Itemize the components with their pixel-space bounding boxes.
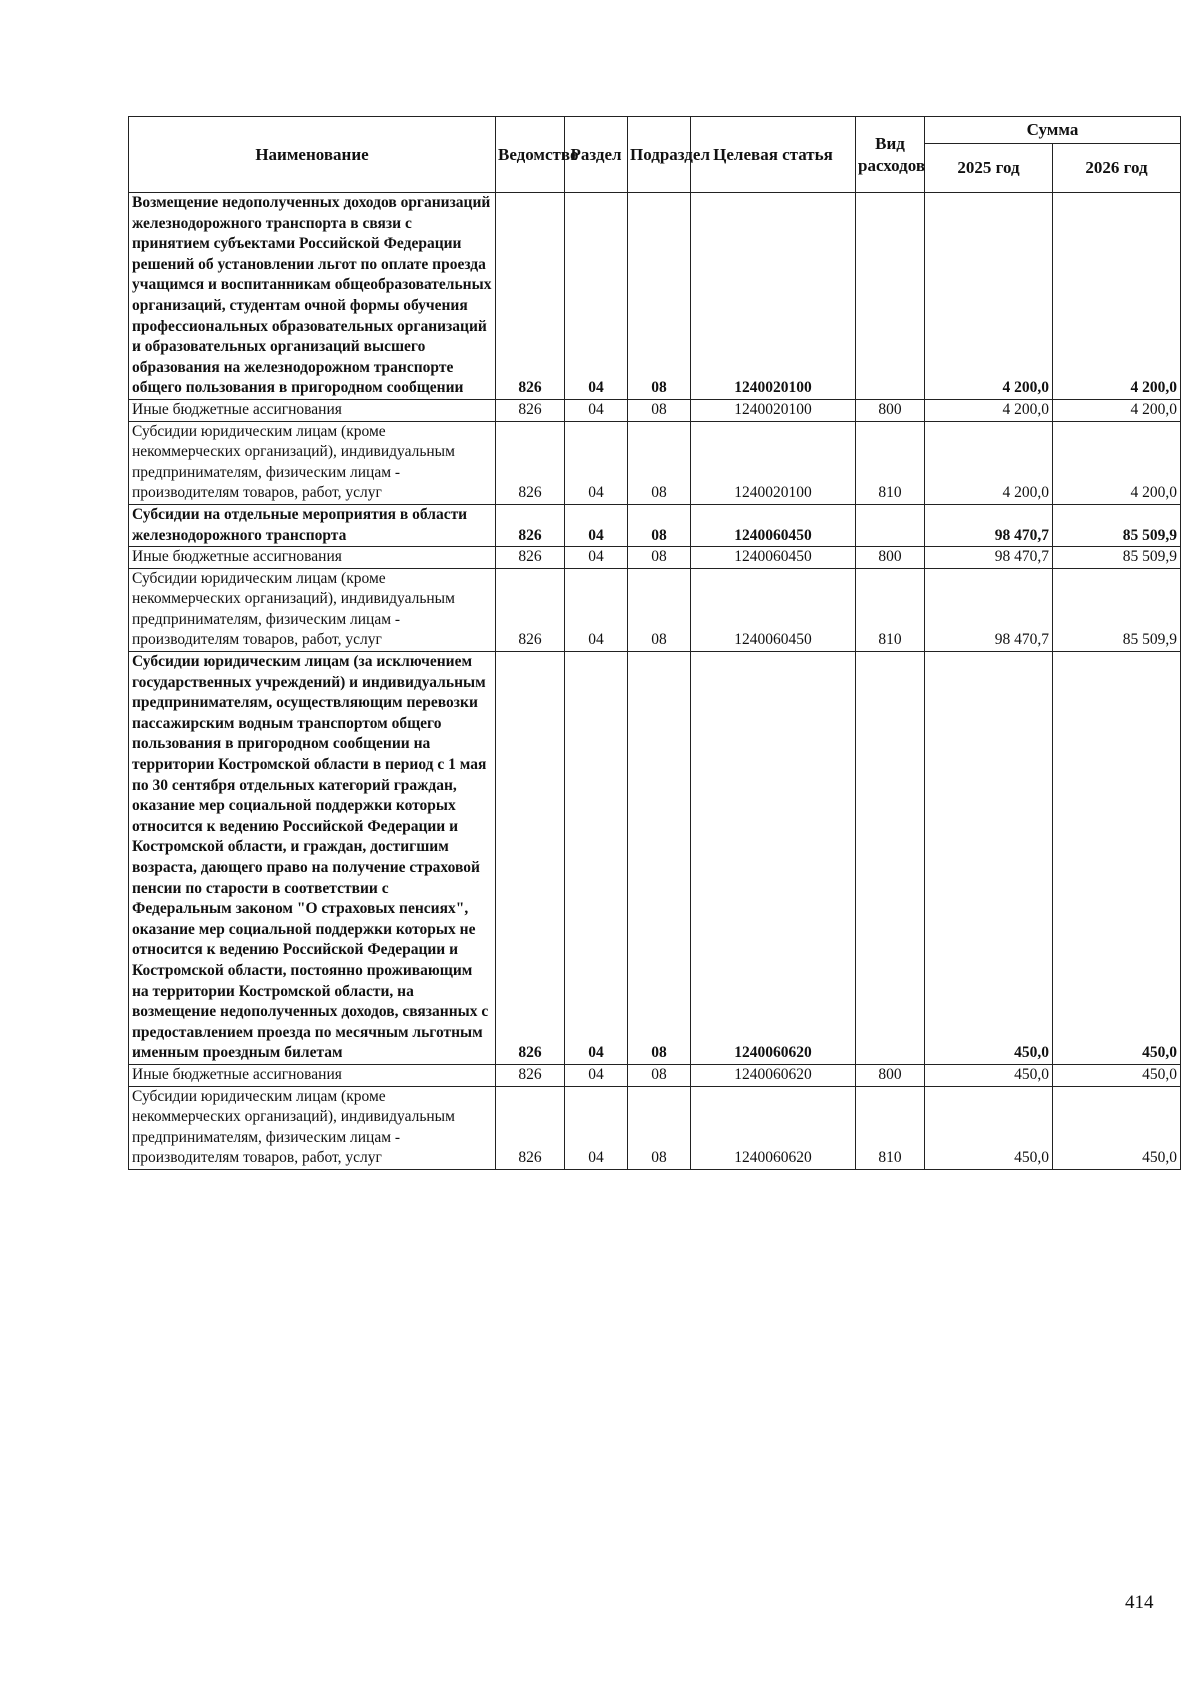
header-year-2025: 2025 год [925,144,1053,193]
row-podrazdel: 08 [628,504,691,546]
header-vid-rashodov: Вид расходов [856,117,925,193]
row-vid-rashodov: 800 [856,399,925,421]
row-sum-2026: 450,0 [1053,652,1181,1065]
row-podrazdel: 08 [628,652,691,1065]
row-razdel: 04 [565,193,628,400]
row-name: Субсидии на отдельные мероприятия в области железнодорожного транспорта [129,504,496,546]
row-name: Иные бюджетные ассигнования [129,399,496,421]
row-razdel: 04 [565,652,628,1065]
row-celevaya-statya: 1240060450 [691,547,856,569]
budget-table [128,116,1181,1170]
row-sum-2025: 98 470,7 [925,504,1053,546]
row-celevaya-statya: 1240060450 [691,504,856,546]
row-celevaya-statya: 1240060450 [691,568,856,651]
row-sum-2025: 4 200,0 [925,193,1053,400]
table-row [129,652,1181,1065]
row-vid-rashodov: 810 [856,568,925,651]
row-sum-2025: 4 200,0 [925,421,1053,504]
row-razdel: 04 [565,1064,628,1086]
row-vedomstvo: 826 [496,193,565,400]
row-sum-2026: 4 200,0 [1053,399,1181,421]
row-celevaya-statya: 1240020100 [691,421,856,504]
row-celevaya-statya: 1240060620 [691,1086,856,1169]
row-sum-2025: 98 470,7 [925,568,1053,651]
row-razdel: 04 [565,504,628,546]
row-celevaya-statya: 1240060620 [691,1064,856,1086]
table-row [129,504,1181,546]
header-vedomstvo: Ведомство [496,117,565,193]
row-sum-2026: 4 200,0 [1053,421,1181,504]
row-vedomstvo: 826 [496,399,565,421]
row-sum-2025: 450,0 [925,1086,1053,1169]
table-row [129,193,1181,400]
row-name: Иные бюджетные ассигнования [129,1064,496,1086]
row-vid-rashodov: 810 [856,421,925,504]
row-vedomstvo: 826 [496,504,565,546]
row-razdel: 04 [565,1086,628,1169]
table-row [129,547,1181,569]
header-year-2026: 2026 год [1053,144,1181,193]
row-podrazdel: 08 [628,547,691,569]
row-name: Субсидии юридическим лицам (кроме некоммерческих организаций), индивидуальным предпринимателям, физическим лицам - производителям товаров, работ, услуг [129,568,496,651]
row-vid-rashodov: 800 [856,547,925,569]
table-row [129,568,1181,651]
row-sum-2026: 450,0 [1053,1086,1181,1169]
page-number: 414 [1125,1592,1154,1613]
row-razdel: 04 [565,547,628,569]
row-podrazdel: 08 [628,1086,691,1169]
row-razdel: 04 [565,421,628,504]
row-sum-2025: 4 200,0 [925,399,1053,421]
row-razdel: 04 [565,568,628,651]
row-sum-2026: 85 509,9 [1053,504,1181,546]
row-podrazdel: 08 [628,1064,691,1086]
row-vid-rashodov: 810 [856,1086,925,1169]
table-row [129,1086,1181,1169]
row-vedomstvo: 826 [496,1086,565,1169]
row-razdel: 04 [565,399,628,421]
row-vid-rashodov [856,504,925,546]
row-podrazdel: 08 [628,193,691,400]
row-name: Субсидии юридическим лицам (кроме некоммерческих организаций), индивидуальным предпринимателям, физическим лицам - производителям товаров, работ, услуг [129,421,496,504]
row-sum-2025: 450,0 [925,652,1053,1065]
row-sum-2025: 98 470,7 [925,547,1053,569]
row-vedomstvo: 826 [496,652,565,1065]
row-vedomstvo: 826 [496,547,565,569]
header-razdel: Раздел [565,117,628,193]
row-sum-2026: 4 200,0 [1053,193,1181,400]
header-summa: Сумма [925,117,1181,144]
row-name: Субсидии юридическим лицам (за исключением государственных учреждений) и индивидуальным предпринимателям, осуществляющим перевозки пассажирским водным транспортом общего пользования в пригородном сообщении на территории Костромской области в период с 1 мая по 30 сентября отдельных категорий граждан, оказание мер социальной поддержки которых относится к ведению Российской Федерации и Костромской области, и граждан, достигшим возраста, дающего право на получение страховой пенсии по старости в соответствии с Федеральным законом "О страховых пенсиях", оказание мер социальной поддержки которых не относится к ведению Российской Федерации и Костромской области, постоянно проживающим на территории Костромской области, на возмещение недополученных доходов, связанных с предоставлением проезда по месячным льготным именным проездным билетам [129,652,496,1065]
header-name: Наименование [129,117,496,193]
row-podrazdel: 08 [628,399,691,421]
row-sum-2026: 85 509,9 [1053,547,1181,569]
row-podrazdel: 08 [628,568,691,651]
row-vedomstvo: 826 [496,421,565,504]
row-vid-rashodov [856,193,925,400]
header-podrazdel: Подраздел [628,117,691,193]
row-sum-2026: 450,0 [1053,1064,1181,1086]
row-name: Иные бюджетные ассигнования [129,547,496,569]
table-row [129,421,1181,504]
row-podrazdel: 08 [628,421,691,504]
row-vid-rashodov: 800 [856,1064,925,1086]
table-row [129,399,1181,421]
row-sum-2025: 450,0 [925,1064,1053,1086]
row-vid-rashodov [856,652,925,1065]
row-celevaya-statya: 1240020100 [691,193,856,400]
table-row [129,1064,1181,1086]
header-celevaya-statya: Целевая статья [691,117,856,193]
row-name: Субсидии юридическим лицам (кроме некоммерческих организаций), индивидуальным предпринимателям, физическим лицам - производителям товаров, работ, услуг [129,1086,496,1169]
row-celevaya-statya: 1240060620 [691,652,856,1065]
row-vedomstvo: 826 [496,1064,565,1086]
row-name: Возмещение недополученных доходов организаций железнодорожного транспорта в связи с принятием субъектами Российской Федерации решений об установлении льгот по оплате проезда учащимся и воспитанникам общеобразовательных организаций, студентам очной формы обучения профессиональных образовательных организаций и образовательных организаций высшего образования на железнодорожном транспорте общего пользования в пригородном сообщении [129,193,496,400]
row-sum-2026: 85 509,9 [1053,568,1181,651]
row-vedomstvo: 826 [496,568,565,651]
row-celevaya-statya: 1240020100 [691,399,856,421]
